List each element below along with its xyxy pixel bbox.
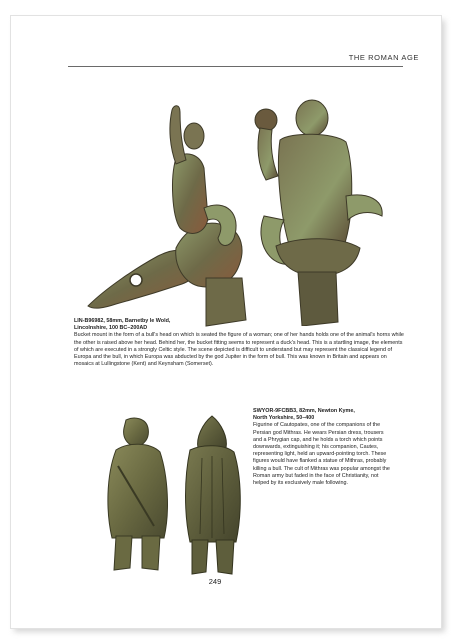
caption-bucket-mount — [74, 318, 404, 368]
caption-bucket-mount-body: Bucket mount in the form of a bull's head on which is seated the figure of a woman; one of her hands holds one of the animal's horns while the other is raised above her head. Behind her, the bucket fitting seems to represent a duck's head. This is a startling image, the elements of which are executed in a strongly Celtic style. The scene depicted is difficult to understand but may represent the classical legend of Europa and the bull, in which Europa was abducted by the god Jupiter in the form of bull. This was known in Britain and appears on mosaics at Lullingstone (Kent) and Keynsham (Somerset). — [74, 332, 404, 368]
running-head: THE ROMAN AGE — [348, 53, 419, 62]
bucket-mount-right-image — [250, 96, 390, 326]
cautopates-figurine-front-image — [98, 416, 178, 576]
caption-cautopates-body: Figurine of Cautopates, one of the companions of the Persian god Mithras. He wears Persian dress, trousers and a Phrygian cap, and he holds a torch which points downwards, extinguishing it; his companion, Cautes, representing light, held an upward-pointing torch. These figures would have flanked a statue of Mithras, probably killing a bull. The cult of Mithras was popular amongst the Roman army but faded in the face of Christianity, not helped by its exclusively male following. — [253, 422, 390, 487]
page-number: 249 — [208, 577, 222, 586]
bucket-mount-left-image — [86, 98, 256, 328]
cautopates-figurine-back-image — [176, 414, 248, 578]
caption-bucket-mount-ref-line2: Lincolnshire, 100 BC–200AD — [74, 325, 148, 332]
caption-cautopates-ref-line2: North Yorkshire, 50–400 — [253, 415, 315, 422]
header-rule — [68, 66, 403, 67]
caption-cautopates — [253, 408, 393, 487]
caption-cautopates-ref-line1: SWYOR-9FCBB3, 82mm, Newton Kyme, — [253, 408, 355, 414]
caption-bucket-mount-ref-line1: LIN-B96982, 58mm, Barnetby le Wold, — [74, 318, 171, 324]
